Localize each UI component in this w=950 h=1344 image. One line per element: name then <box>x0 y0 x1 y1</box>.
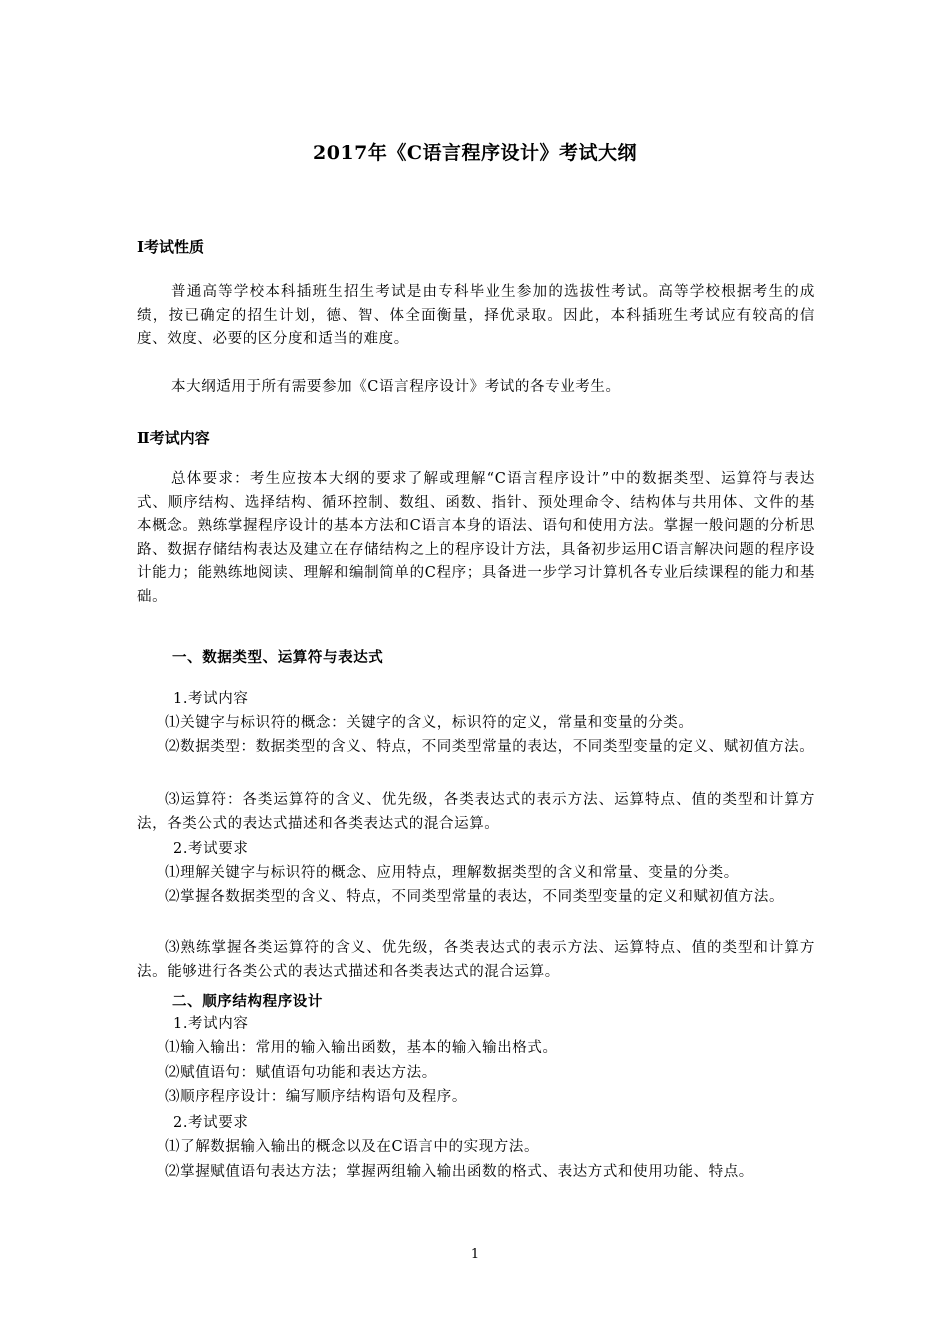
requirement-item: ⑴理解关键字与标识符的概念、应用特点，理解数据类型的含义和常量、变量的分类。 <box>165 865 739 881</box>
paragraph-overall-requirements: 总体要求：考生应按本大纲的要求了解或理解“C语言程序设计”中的数据类型、运算符与表达式、顺序结构、选择结构、循环控制、数组、函数、指针、预处理命令、结构体与共用体、文件的基本概念。熟练掌握程序设计的基本方法和C语言本身的语法、语句和使用方法。掌握一般问题的分析思路、数据存储结构表达及建立在存储结构之上的程序设计方法，具备初步运用C语言解决问题的程序设计能力；能熟练地阅读、理解和编制简单的C程序；具备进一步学习计算机各专业后续课程的能力和基础。 <box>137 471 815 605</box>
paragraph-scope: 本大纲适用于所有需要参加《C语言程序设计》考试的各专业考生。 <box>171 379 621 395</box>
section-heading-content: Ⅱ考试内容 <box>137 429 210 447</box>
requirement-item: ⑶熟练掌握各类运算符的含义、优先级，各类表达式的表示方法、运算特点、值的类型和计算方法。能够进行各类公式的表达式描述和各类表达式的混合运算。 <box>137 940 815 980</box>
requirement-item: ⑴了解数据输入输出的概念以及在C语言中的实现方法。 <box>165 1139 540 1155</box>
content-label: 1.考试内容 <box>173 691 249 707</box>
part-heading-sequential: 二、顺序结构程序设计 <box>172 993 323 1010</box>
part-heading-data-types: 一、数据类型、运算符与表达式 <box>172 649 384 666</box>
content-item: ⑶顺序程序设计：编写顺序结构语句及程序。 <box>165 1089 467 1105</box>
requirement-item: ⑵掌握各数据类型的含义、特点，不同类型常量的表达，不同类型变量的定义和赋初值方法。 <box>165 889 785 905</box>
requirement-item: ⑵掌握赋值语句表达方法；掌握两组输入输出函数的格式、表达方式和使用功能、特点。 <box>165 1164 754 1180</box>
section-heading-nature: Ⅰ考试性质 <box>137 238 205 256</box>
content-item: ⑶运算符：各类运算符的含义、优先级，各类表达式的表示方法、运算特点、值的类型和计算方法，各类公式的表达式描述和各类表达式的混合运算。 <box>137 792 815 832</box>
page-number: 1 <box>470 1247 480 1262</box>
paragraph-nature: 普通高等学校本科插班生招生考试是由专科毕业生参加的选拔性考试。高等学校根据考生的成绩，按已确定的招生计划，德、智、体全面衡量，择优录取。因此，本科插班生考试应有较高的信度、效度、必要的区分度和适当的难度。 <box>137 284 815 347</box>
requirement-label: 2.考试要求 <box>173 1115 249 1131</box>
content-label: 1.考试内容 <box>173 1016 249 1032</box>
content-item: ⑵数据类型：数据类型的含义、特点，不同类型常量的表达，不同类型变量的定义、赋初值方法。 <box>165 739 815 755</box>
content-item: ⑵赋值语句：赋值语句功能和表达方法。 <box>165 1065 437 1081</box>
document-title: 2017年《C语言程序设计》考试大纲 <box>312 142 637 164</box>
content-item: ⑴关键字与标识符的概念：关键字的含义，标识符的定义，常量和变量的分类。 <box>165 715 694 731</box>
content-item: ⑴输入输出：常用的输入输出函数，基本的输入输出格式。 <box>165 1040 558 1056</box>
requirement-label: 2.考试要求 <box>173 841 249 857</box>
